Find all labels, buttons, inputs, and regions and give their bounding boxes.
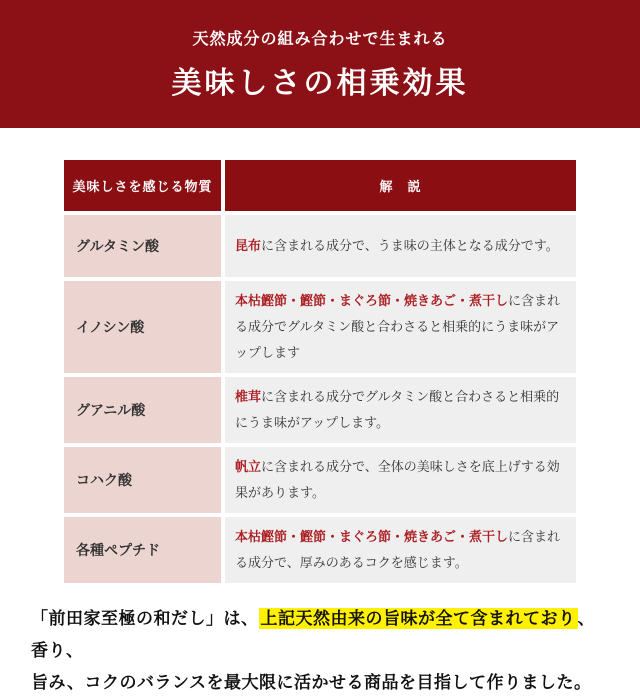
ingredient-source: 帆立 xyxy=(235,459,262,474)
substance-name: イノシン酸 xyxy=(64,281,221,373)
page-title: 美味しさの相乗効果 xyxy=(171,67,469,100)
description-text: に含まれる成分でグルタミン酸と合わさると相乗的にうま味がアップします。 xyxy=(235,389,560,430)
ingredient-source: 本枯鰹節・鰹節・まぐろ節・焼きあご・煮干し xyxy=(235,529,509,544)
hero-banner xyxy=(0,0,640,128)
substance-name: グルタミン酸 xyxy=(64,215,221,277)
substance-description xyxy=(225,377,576,443)
description-text: に含まれる成分で、うま味の主体となる成分です。 xyxy=(261,238,559,253)
description-text: に含まれる成分で、厚みのあるコクを感じます。 xyxy=(235,529,561,570)
substance-description xyxy=(225,281,576,373)
header-substance: 美味しさを感じる物質 xyxy=(64,160,221,211)
description-text: に含まれる成分でグルタミン酸と合わさると相乗的にうま味がアップします xyxy=(235,293,561,360)
description-text: に含まれる成分で、全体の美味しさを底上げする効果があります。 xyxy=(235,459,560,500)
ingredient-source: 昆布 xyxy=(235,238,262,253)
table-row xyxy=(64,215,576,277)
substance-description xyxy=(225,517,576,583)
table-row xyxy=(64,517,576,583)
hero-subtitle: 天然成分の組み合わせで生まれる xyxy=(192,31,448,48)
umami-table xyxy=(64,160,576,583)
header-description: 解 説 xyxy=(225,160,576,211)
note-highlight: 上記天然由来の旨味が全て含まれており xyxy=(260,609,576,628)
ingredient-source: 椎茸 xyxy=(235,389,262,404)
substance-name: グアニル酸 xyxy=(64,377,221,443)
substance-description xyxy=(225,215,576,277)
table-row xyxy=(64,447,576,513)
table-row xyxy=(64,377,576,443)
table-header-row xyxy=(64,160,576,211)
substance-name: 各種ペプチド xyxy=(64,517,221,583)
note-text-pre: 「前田家至極の和だし」は、 xyxy=(31,609,259,628)
substance-description xyxy=(225,447,576,513)
ingredient-source: 本枯鰹節・鰹節・まぐろ節・焼きあご・煮干し xyxy=(235,293,509,308)
product-note xyxy=(31,603,609,699)
substance-name: コハク酸 xyxy=(64,447,221,513)
note-text-post: 、香り、 xyxy=(31,609,595,660)
note-text-line2: 旨み、コクのバランスを最大限に活かせる商品を目指して作りました。 xyxy=(31,673,592,692)
table-row xyxy=(64,281,576,373)
